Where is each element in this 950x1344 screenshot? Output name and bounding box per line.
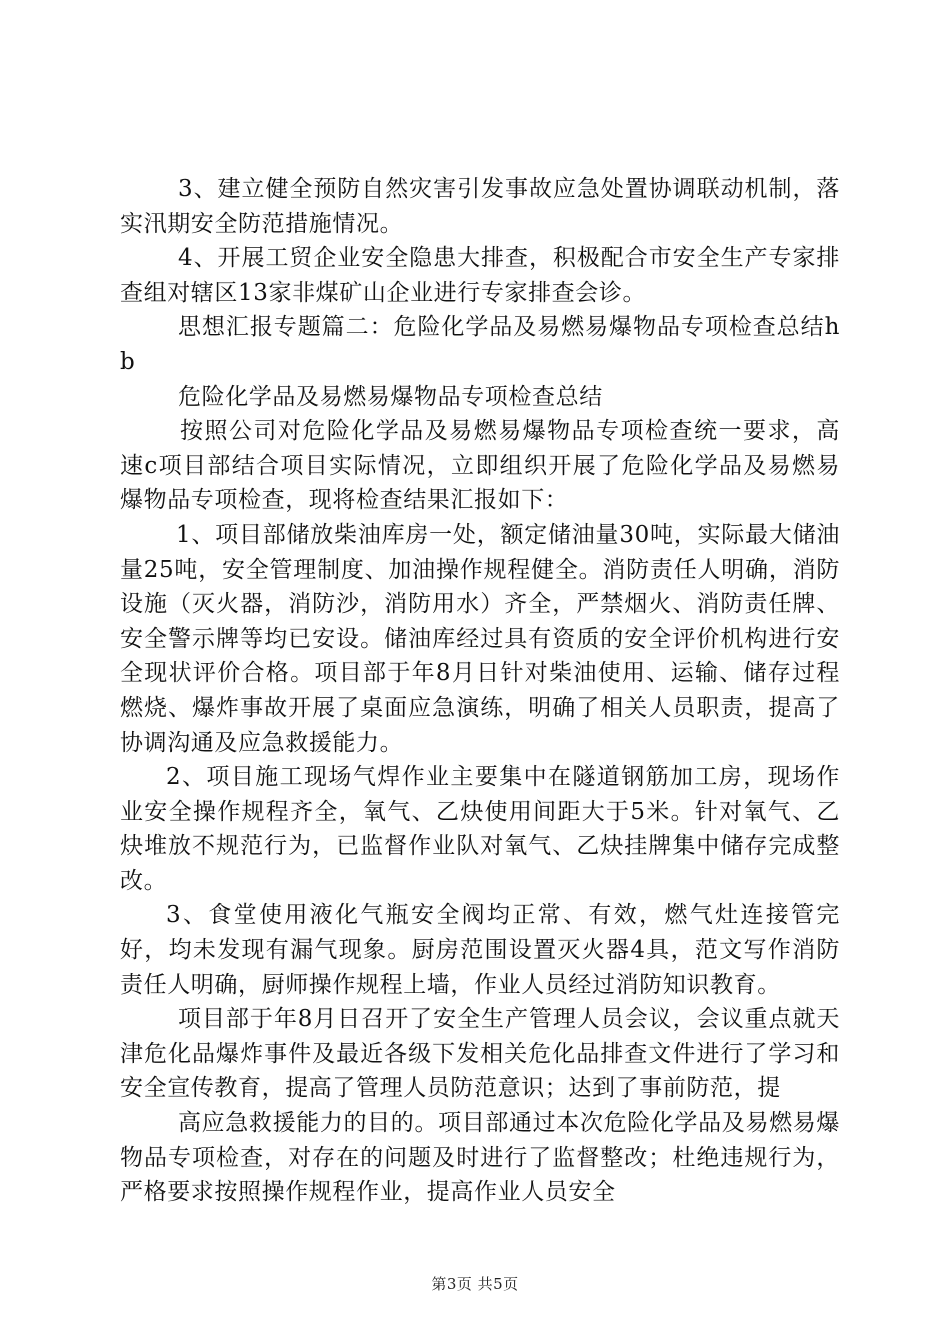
document-body: [120, 172, 840, 1210]
section-title: 危险化学品及易燃易爆物品专项检查总结: [178, 383, 603, 410]
paragraph: 2、项目施工现场气焊作业主要集中在隧道钢筋加工房，现场作业安全操作规程齐全，氧气、乙炔使用间距大于5米。针对氧气、乙炔堆放不规范行为，已监督作业队对氧气、乙炔挂牌集中储存完成整改。: [120, 764, 840, 894]
section-heading: 思想汇报专题篇二：危险化学品及易燃易爆物品专项检查总结hb: [120, 314, 840, 375]
paragraph: 高应急救援能力的目的。项目部通过本次危险化学品及易燃易爆物品专项检查，对存在的问题及时进行了监督整改；杜绝违规行为，严格要求按照操作规程作业，提高作业人员安全: [120, 1110, 840, 1206]
paragraph: 3、建立健全预防自然灾害引发事故应急处置协调联动机制，落实汛期安全防范措施情况。: [120, 176, 840, 237]
paragraph: 3、食堂使用液化气瓶安全阀均正常、有效，燃气灶连接管完好，均未发现有漏气现象。厨房范围设置灭火器4具，范文写作消防责任人明确，厨师操作规程上墙，作业人员经过消防知识教育。: [120, 902, 840, 998]
page-number-footer: 第3页 共5页: [431, 1275, 519, 1293]
paragraph: 4、开展工贸企业安全隐患大排查，积极配合市安全生产专家排查组对辖区13家非煤矿山企业进行专家排查会诊。: [120, 245, 840, 306]
paragraph: 1、项目部储放柴油库房一处，额定储油量30吨，实际最大储油量25吨，安全管理制度、加油操作规程健全。消防责任人明确，消防设施（灭火器，消防沙，消防用水）齐全，严禁烟火、消防责任牌、安全警示牌等均已安设。储油库经过具有资质的安全评价机构进行安全现状评价合格。项目部于年8月日针对柴油使用、运输、储存过程燃烧、爆炸事故开展了桌面应急演练，明确了相关人员职责，提高了协调沟通及应急救援能力。: [120, 521, 840, 756]
paragraph: 按照公司对危险化学品及易燃易爆物品专项检查统一要求，高速c项目部结合项目实际情况，立即组织开展了危险化学品及易燃易爆物品专项检查，现将检查结果汇报如下：: [120, 418, 840, 514]
paragraph: 项目部于年8月日召开了安全生产管理人员会议，会议重点就天津危化品爆炸事件及最近各级下发相关危化品排查文件进行了学习和安全宣传教育，提高了管理人员防范意识；达到了事前防范，提: [120, 1006, 840, 1102]
